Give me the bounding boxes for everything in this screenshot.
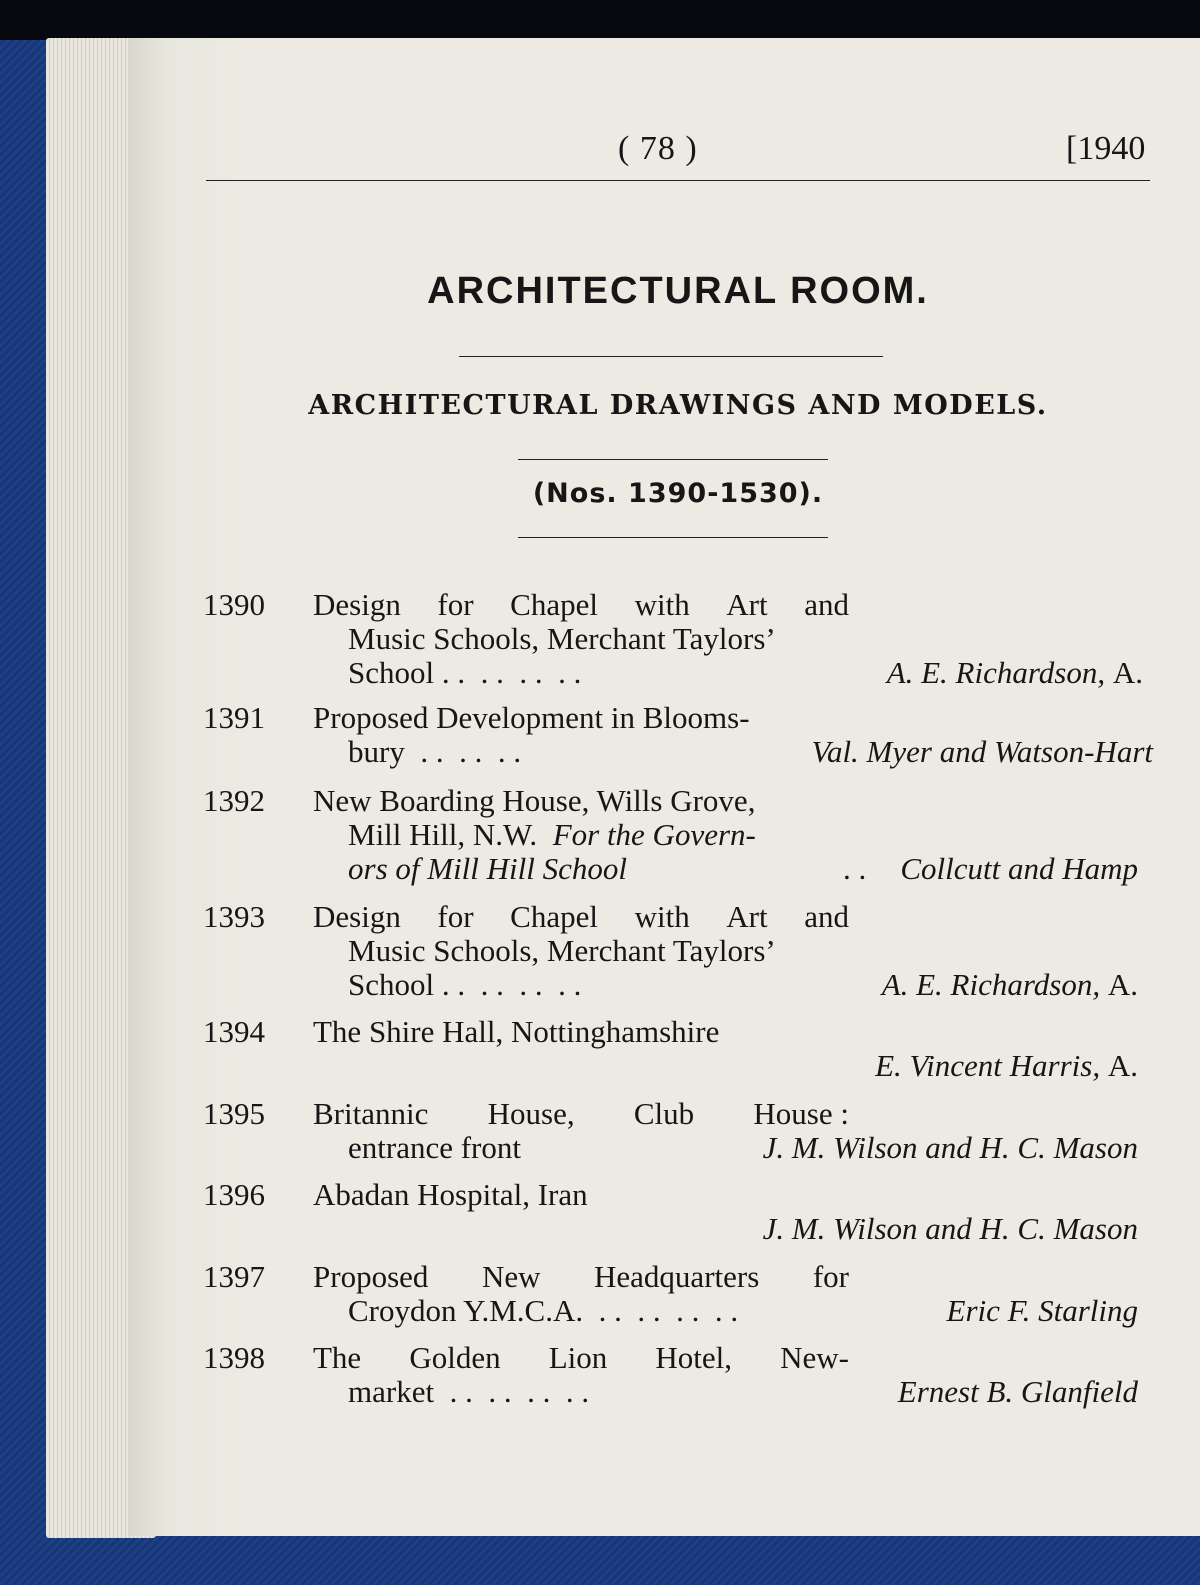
entry-number: 1397 <box>203 1259 265 1294</box>
entry-number: 1391 <box>203 700 265 735</box>
catalogue-entry <box>203 1097 1143 1171</box>
entry-title-line: Abadan Hospital, Iran <box>313 1177 588 1212</box>
entry-artist: Ernest B. Glanfield <box>897 1374 1138 1409</box>
entry-number: 1393 <box>203 899 265 934</box>
entry-title-line: ors of Mill Hill School <box>348 851 627 886</box>
entry-title-line: School . . . . . . . . <box>348 655 582 690</box>
background-shadow <box>0 0 1200 40</box>
page-number: ( 78 ) <box>618 130 698 167</box>
book-page <box>128 38 1200 1536</box>
entry-title-line: Proposed New Headquarters for <box>313 1259 849 1294</box>
entry-title-line: Music Schools, Merchant Taylors’ <box>348 621 776 656</box>
entry-artist: Val. Myer and Watson-Hart <box>811 734 1153 769</box>
section-rule <box>518 459 828 460</box>
catalogue-entry <box>203 588 1143 698</box>
entry-number: 1395 <box>203 1096 265 1131</box>
catalogue-entry <box>203 784 1143 894</box>
number-range: (Nos. 1390-1530). <box>532 478 824 509</box>
entry-number: 1390 <box>203 587 265 622</box>
entry-title-line: Proposed Development in Blooms- <box>313 700 750 735</box>
entry-title-line: The Golden Lion Hotel, New- <box>313 1340 849 1375</box>
entry-title-line: Croydon Y.M.C.A. . . . . . . . . <box>348 1293 739 1328</box>
entry-title-line: Design for Chapel with Art and <box>313 587 849 622</box>
catalogue-entry <box>203 700 1153 775</box>
catalogue-entry <box>203 900 1143 1010</box>
entry-title-line: bury . . . . . . <box>348 734 522 769</box>
leader-dots: . . <box>843 851 867 886</box>
header-rule <box>206 180 1150 181</box>
catalogue-entry <box>203 1178 1143 1252</box>
entry-number: 1396 <box>203 1177 265 1212</box>
title-rule <box>459 356 883 357</box>
entry-artist: J. M. Wilson and H. C. Mason <box>762 1130 1138 1165</box>
room-title: ARCHITECTURAL ROOM. <box>427 270 929 312</box>
range-rule <box>518 537 828 538</box>
entry-artist: A. E. Richardson, A. <box>881 967 1138 1002</box>
entry-title-line: Britannic House, Club House : <box>313 1096 849 1131</box>
entry-number: 1394 <box>203 1014 265 1049</box>
entry-title-line: The Shire Hall, Nottinghamshire <box>313 1014 720 1049</box>
catalogue-entry <box>203 1015 1143 1089</box>
entry-artist: Eric F. Starling <box>946 1293 1138 1328</box>
entry-title-line: School . . . . . . . . <box>348 967 582 1002</box>
catalogue-entry <box>203 1260 1143 1334</box>
year-marker: [1940 <box>1066 130 1146 167</box>
entry-title-line: Music Schools, Merchant Taylors’ <box>348 933 776 968</box>
entry-artist: J. M. Wilson and H. C. Mason <box>762 1211 1138 1246</box>
entry-title-line: market . . . . . . . . <box>348 1374 590 1409</box>
entry-artist: A. E. Richardson, A. <box>886 655 1143 690</box>
entry-number: 1392 <box>203 783 265 818</box>
entry-title-line: entrance front <box>348 1130 521 1165</box>
catalogue-entry <box>203 1341 1143 1415</box>
entry-title-line: Design for Chapel with Art and <box>313 899 849 934</box>
entry-title-line: New Boarding House, Wills Grove, <box>313 783 756 818</box>
section-heading: ARCHITECTURAL DRAWINGS AND MODELS. <box>308 390 1048 421</box>
entry-number: 1398 <box>203 1340 265 1375</box>
entry-artist: Collcutt and Hamp <box>900 851 1138 886</box>
entry-title-line: Mill Hill, N.W. For the Govern- <box>348 817 756 852</box>
entry-artist: E. Vincent Harris, A. <box>875 1048 1138 1083</box>
